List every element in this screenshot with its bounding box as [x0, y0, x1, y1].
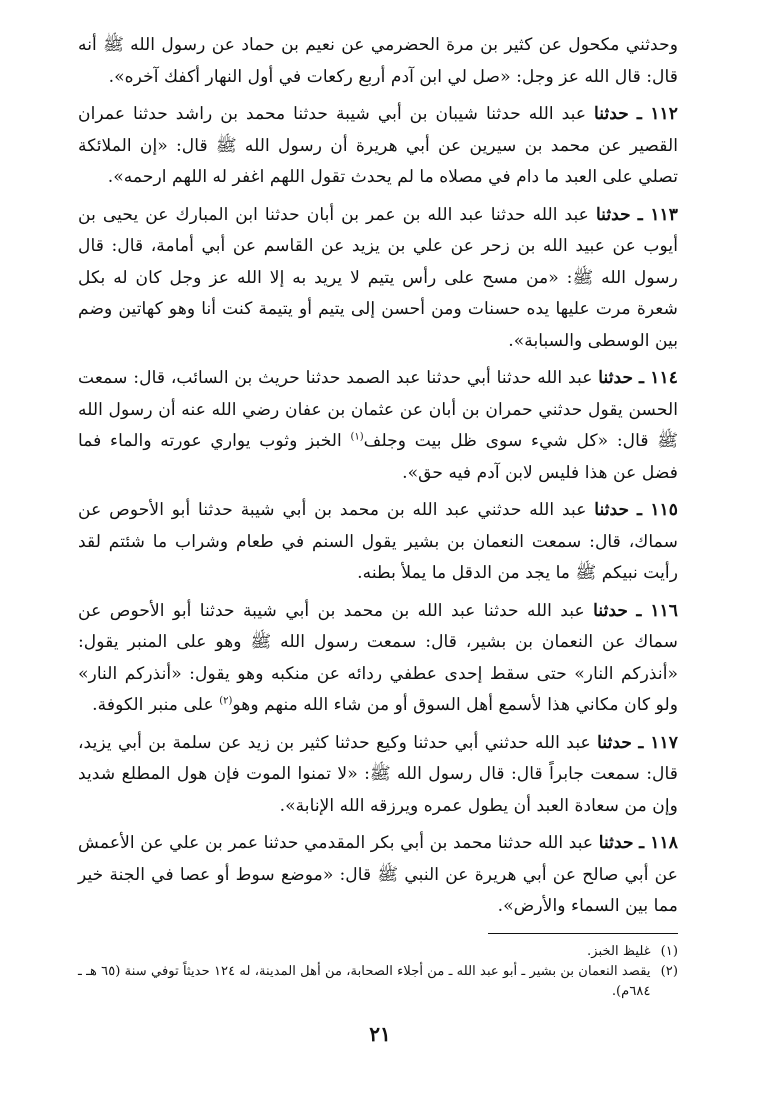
- footnote-marker: (١): [350, 431, 364, 443]
- hadith-lead-word: حدثنا: [597, 732, 633, 753]
- hadith-text: عبد الله حدثني أبي حدثنا وكيع حدثنا كثير بن زيد عن سلمة بن أبي يزيد، قال: سمعت جابراً قال: قال رسول الله ﷺ: «لا تمنوا الموت فإن هول المطلع شديد وإن من سعادة العبد أن يطول عمره ويرزقه الله الإنابة».: [78, 732, 678, 816]
- footnote-2: [78, 962, 678, 1002]
- hadith-113: [78, 200, 678, 358]
- footnote-number: (١): [660, 943, 678, 959]
- hadith-number: ١١٧ ـ: [638, 732, 679, 753]
- paragraph-text: وحدثني مكحول عن كثير بن مرة الحضرمي عن نعيم بن حماد عن رسول الله ﷺ أنه قال: قال الله عز وجل: «صل لي ابن آدم أربع ركعات في أول النهار أكفك آخره».: [78, 35, 678, 87]
- hadith-lead-word: حدثنا: [594, 500, 630, 520]
- hadith-number: ١١٣ ـ: [637, 204, 679, 225]
- footnote-text: يقصد النعمان بن بشير ـ أبو عبد الله ـ من أجلاء الصحابة، من أهل المدينة، له ١٢٤ حديثاً توفي سنة (٦٥ هـ ـ ٦٨٤م).: [78, 963, 651, 999]
- hadith-114: [78, 363, 678, 489]
- hadith-text: عبد الله حدثنا محمد بن أبي بكر المقدمي حدثنا عمر بن علي عن الأعمش عن أبي صالح عن أبي هريرة عن النبي ﷺ قال: «موضع سوط أو عصا في الجنة خير مما بين السماء والأرض».: [78, 833, 678, 916]
- footnote-1: [78, 942, 678, 962]
- hadith-lead-word: حدثنا: [598, 833, 634, 853]
- hadith-number: ١١٨ ـ: [639, 833, 678, 853]
- page-number: ٢١: [369, 1022, 391, 1046]
- hadith-lead-word: حدثنا: [595, 204, 631, 225]
- paragraph-continuation: [78, 30, 678, 93]
- hadith-lead-word: حدثنا: [593, 600, 628, 621]
- footnote-marker: (٢): [219, 695, 233, 707]
- hadith-115: [78, 495, 678, 590]
- footnote-separator: [488, 933, 678, 934]
- hadith-text-continued: الخبز وثوب يواري عورته والماء فما فضل عن هذا فليس لابن آدم فيه حق».: [78, 431, 678, 483]
- hadith-text: عبد الله حدثنا عبد الله بن محمد بن أبي شيبة حدثنا أبو الأحوص عن سماك عن النعمان بن بشير، قال: سمعت رسول الله ﷺ وهو على المنبر يقول: «أنذركم النار» حتى سقط إحدى عطفي ردائه عن منكبه وهو يقول: «أنذركم النار» ولو كان مكاني هذا لأسمع أهل السوق أو من شاء الله منهم وهو: [78, 600, 678, 715]
- hadith-116: [78, 596, 678, 722]
- hadith-number: ١١٥ ـ: [636, 500, 679, 520]
- hadith-118: [78, 828, 678, 923]
- hadith-text: عبد الله حدثنا أبي حدثنا عبد الصمد حدثنا حريث بن السائب، قال: سمعت الحسن يقول حدثني حمران بن أبان عن عثمان بن عفان رضي الله عنه أن رسول الله ﷺ قال: «كل شيء سوى ظل بيت وجلف: [78, 368, 679, 451]
- footnote-text: غليظ الخبز.: [587, 943, 651, 959]
- hadith-text: عبد الله حدثني عبد الله بن محمد بن أبي شيبة حدثنا أبو الأحوص عن سماك، قال: سمعت النعمان بن بشير يقول السنم في طعام وشراب ما شئتم لقد رأيت نبيكم ﷺ ما يجد من الدقل ما يملأ بطنه.: [78, 500, 678, 583]
- hadith-number: ١١٤ ـ: [638, 368, 678, 388]
- hadith-number: ١١٦ ـ: [636, 600, 679, 621]
- hadith-lead-word: حدثنا: [594, 104, 629, 124]
- hadith-text-continued: على منبر الكوفة.: [92, 695, 220, 715]
- hadith-lead-word: حدثنا: [598, 368, 634, 388]
- hadith-117: [78, 728, 678, 823]
- hadith-text: عبد الله حدثنا عبد الله بن عمر بن أبان حدثنا ابن المبارك عن يحيى بن أيوب عن عبيد الله بن زحر عن علي بن يزيد عن القاسم عن أبي أمامة، قال: قال رسول الله ﷺ: «من مسح على رأس يتيم لا يريد به إلا الله عز وجل كان له بكل شعرة مرت عليها يده حسنات ومن أحسن إلى يتيم أو يتيمة كنت أنا وهو كهاتين وضم بين الوسطى والسبابة».: [78, 204, 678, 351]
- footnote-number: (٢): [660, 963, 678, 979]
- hadith-number: ١١٢ ـ: [636, 104, 679, 124]
- hadith-112: [78, 99, 678, 194]
- hadith-text: عبد الله حدثنا شيبان بن أبي شيبة حدثنا محمد بن راشد حدثنا عمران القصير عن محمد بن سيرين عن أبي هريرة أن رسول الله ﷺ قال: «إن الملائكة تصلي على العبد ما دام في مصلاه ما لم يحدث تقول اللهم اغفر له اللهم ارحمه».: [78, 104, 678, 187]
